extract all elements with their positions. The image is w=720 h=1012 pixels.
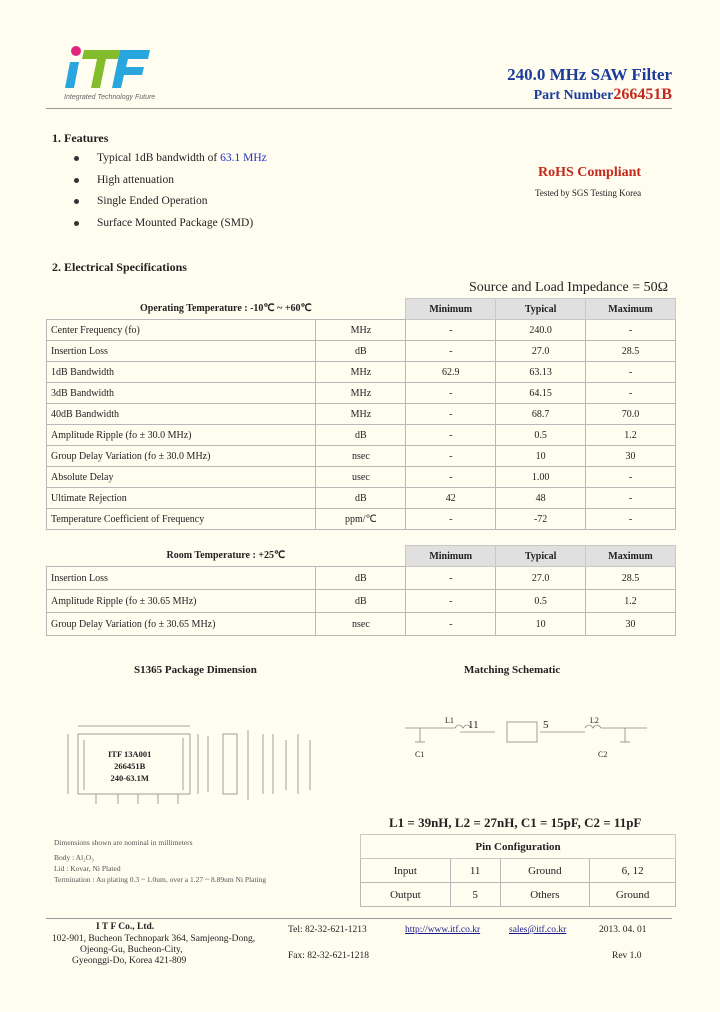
cell-param: Insertion Loss [47,567,316,590]
cell-typ: -72 [496,509,586,530]
col-typical: Typical [496,546,586,567]
email-link[interactable]: sales@itf.co.kr [509,925,567,935]
cell-unit: MHz [316,320,406,341]
cell-max: 70.0 [586,404,676,425]
table-row [47,613,676,636]
cell-min: 62.9 [406,362,496,383]
table-row [47,341,676,362]
matching-title: Matching Schematic [464,664,561,676]
cell-min: - [406,446,496,467]
cell-min: - [406,567,496,590]
cell-unit: ppm/℃ [316,509,406,530]
table-row [47,509,676,530]
cell-typ: 27.0 [496,341,586,362]
c1-label: C1 [415,750,425,759]
table-header-row [47,546,676,567]
table-row [47,320,676,341]
cell-param: Insertion Loss [47,341,316,362]
cell-typ: 27.0 [496,567,586,590]
cell-param: Amplitude Ripple (fo ± 30.65 MHz) [47,590,316,613]
cell-typ: 0.5 [496,425,586,446]
cell-unit: dB [316,567,406,590]
pin-out-label: 5 [543,719,549,731]
marking-line: 240-63.1M [110,773,149,783]
package-note: Termination : Au plating 0.3 ~ 1.0um, over a 1.27 ~ 8.89um Ni Plating [54,875,267,884]
col-minimum: Minimum [406,299,496,320]
table-row [47,425,676,446]
cell-param: Ultimate Rejection [47,488,316,509]
cell-unit: nsec [316,446,406,467]
cell-unit: dB [316,341,406,362]
cell-max: 30 [586,613,676,636]
fax: Fax: 82-32-621-1218 [288,951,370,961]
itf-logo-icon [62,42,162,102]
table-row [47,383,676,404]
cell-max: 28.5 [586,341,676,362]
cell-min: - [406,425,496,446]
cell-unit: dB [316,488,406,509]
cell-unit: MHz [316,362,406,383]
bullet-icon [74,178,79,183]
cell-param: 3dB Bandwidth [47,383,316,404]
cell-max: - [586,509,676,530]
part-number-label: Part Number [533,88,614,103]
footer-divider [46,918,672,919]
cell-param: Absolute Delay [47,467,316,488]
feature-item: Surface Mounted Package (SMD) [74,217,253,229]
logo-subtitle: Integrated Technology Future [64,94,156,101]
revision: Rev 1.0 [612,951,642,961]
table-row: Input 11 Ground 6, 12 [361,859,676,883]
bullet-icon [74,199,79,204]
component-values: L1 = 39nH, L2 = 27nH, C1 = 15pF, C2 = 11pF [389,815,642,830]
part-number-line [534,86,672,104]
itf-logo [62,42,162,102]
bullet-icon [74,156,79,161]
pin-config-title: Pin Configuration [361,835,676,859]
doc-date: 2013. 04. 01 [599,925,647,935]
cell-min: - [406,509,496,530]
impedance-note: Source and Load Impedance = 50Ω [468,280,668,295]
cell-param: 1dB Bandwidth [47,362,316,383]
package-note: Lid : Kovar, Ni Plated [54,864,121,873]
document-title: 240.0 MHz SAW Filter [507,65,672,84]
cell-min: - [406,467,496,488]
cell-max: - [586,488,676,509]
cell-max: 28.5 [586,567,676,590]
cell-param: Group Delay Variation (fo ± 30.65 MHz) [47,613,316,636]
cell-param: Group Delay Variation (fo ± 30.0 MHz) [47,446,316,467]
pin-config-table [360,834,676,907]
marking-line: ITF 13A001 [108,749,152,759]
website-link[interactable]: http://www.itf.co.kr [405,925,481,935]
company-name: I T F Co., Ltd. [96,922,155,932]
cell-max: 1.2 [586,590,676,613]
package-drawing [58,720,318,820]
table-row [47,590,676,613]
cell-typ: 64.15 [496,383,586,404]
marking-line: 266451B [114,761,146,771]
address-line: Ojeong-Gu, Bucheon-City, [80,945,183,955]
address-line: Gyeonggi-Do, Korea 421-809 [72,956,187,966]
cell-min: - [406,341,496,362]
cell-min: 42 [406,488,496,509]
table-row [47,567,676,590]
col-typical: Typical [496,299,586,320]
features-heading: 1. Features [52,131,109,145]
cell-typ: 68.7 [496,404,586,425]
package-note: Body : Al₂O₃ [54,853,94,862]
cell-typ: 48 [496,488,586,509]
cell-typ: 240.0 [496,320,586,341]
cell-typ: 10 [496,446,586,467]
header-divider [46,108,672,109]
rohs-badge: RoHS Compliant [538,165,642,180]
table-row: Output 5 Others Ground [361,883,676,907]
cell-typ: 0.5 [496,590,586,613]
cell-unit: MHz [316,404,406,425]
cell-typ: 63.13 [496,362,586,383]
cell-max: - [586,362,676,383]
cell-min: - [406,613,496,636]
cell-unit: dB [316,590,406,613]
cell-unit: dB [316,425,406,446]
col-maximum: Maximum [586,546,676,567]
cell-min: - [406,320,496,341]
part-number: 266451B [613,86,672,103]
bandwidth-highlight: 63.1 MHz [220,152,267,164]
table-header-row [47,299,676,320]
tested-by: Tested by SGS Testing Korea [535,188,642,198]
package-outline-icon [58,720,318,820]
cell-max: - [586,320,676,341]
cell-typ: 10 [496,613,586,636]
cell-unit: MHz [316,383,406,404]
operating-temp-label: Operating Temperature : -10℃ ~ +60℃ [47,299,406,320]
feature-item: Typical 1dB bandwidth of 63.1 MHz [74,152,267,164]
bullet-icon [74,221,79,226]
table-row [47,404,676,425]
l1-label: L1 [445,716,454,725]
cell-min: - [406,590,496,613]
table-row [47,362,676,383]
cell-param: 40dB Bandwidth [47,404,316,425]
address-line: 102-901, Bucheon Technopark 364, Samjeong-Dong, [52,934,256,944]
room-temp-label: Room Temperature : +25℃ [47,546,406,567]
cell-min: - [406,383,496,404]
l2-label: L2 [590,716,599,725]
cell-unit: nsec [316,613,406,636]
cell-max: 30 [586,446,676,467]
cell-typ: 1.00 [496,467,586,488]
cell-param: Amplitude Ripple (fo ± 30.0 MHz) [47,425,316,446]
table-row [47,467,676,488]
package-title: S1365 Package Dimension [134,664,257,676]
package-note: Dimensions shown are nominal in millimeters [54,838,193,847]
pin-in-label: 11 [468,719,479,731]
tel: Tel: 82-32-621-1213 [288,925,367,935]
matching-schematic [385,712,675,772]
feature-item: High attenuation [74,174,174,186]
electrical-heading: 2. Electrical Specifications [52,260,187,274]
cell-param: Temperature Coefficient of Frequency [47,509,316,530]
cell-min: - [406,404,496,425]
cell-max: - [586,383,676,404]
operating-spec-table [46,298,676,530]
col-maximum: Maximum [586,299,676,320]
cell-param: Center Frequency (fo) [47,320,316,341]
cell-unit: usec [316,467,406,488]
c2-label: C2 [598,750,608,759]
room-spec-table [46,545,676,636]
cell-max: 1.2 [586,425,676,446]
schematic-icon [385,712,675,772]
table-row [47,488,676,509]
cell-max: - [586,467,676,488]
feature-item: Single Ended Operation [74,195,208,207]
table-row [47,446,676,467]
col-minimum: Minimum [406,546,496,567]
